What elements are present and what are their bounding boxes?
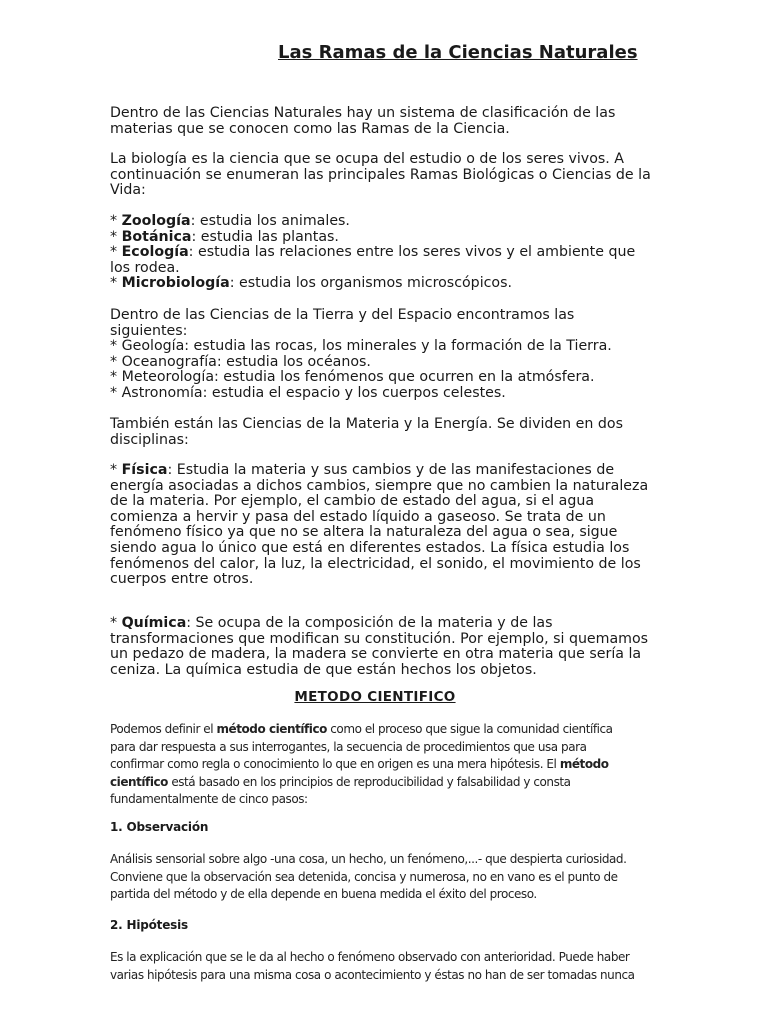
biology-intro-text: La biología es la ciencia que se ocupa del estudio o de los seres vivos. A continuación se enumeran las principales Ramas Biológicas o Ciencias de la Vida: xyxy=(110,151,651,199)
list-item: * Ecología: estudia las relaciones entre los seres vivos y el ambiente que los rodea. xyxy=(110,244,636,276)
step-2-paragraph xyxy=(110,949,640,984)
method-intro-paragraph: Podemos definir el método científico como el proceso que sigue la comunidad científica para dar respuesta a sus interrogantes, la secuencia de procedimientos que usa para confirmar como regla o conocimiento lo que en origen es una mera hipótesis. El método científico está basado en los principios de reproducibilidad y falsabilidad y consta fundamentalmente de cinco pasos: xyxy=(110,722,613,807)
method-section-title: METODO CIENTIFICO xyxy=(294,689,456,705)
quimica-paragraph: * Química: Se ocupa de la composición de la materia y de las transformaciones que modifican su constitución. Por ejemplo, si quemamos un pedazo de madera, la madera se convierte en otra materia que sería la ceniza. La química estudia de que están hechos los objetos. xyxy=(110,615,649,678)
fisica-term: Física xyxy=(121,462,168,478)
matter-intro-paragraph xyxy=(110,417,655,448)
quimica-term: Química xyxy=(121,615,187,631)
list-item: * Botánica: estudia las plantas. xyxy=(110,228,339,245)
page-title: Las Ramas de la Ciencias Naturales xyxy=(278,42,638,63)
list-item: * Astronomía: estudia el espacio y los cuerpos celestes. xyxy=(110,384,506,401)
step-1-text: Análisis sensorial sobre algo -una cosa, un hecho, un fenómeno,...- que despierta curiosidad. Conviene que la observación sea detenida, concisa y numerosa, no en vano es el punto de partida del método y de ella depende en buena medida el éxito del proceso. xyxy=(110,852,627,902)
earth-branches-list xyxy=(110,339,655,401)
intro-paragraph xyxy=(110,106,655,137)
intro-text: Dentro de las Ciencias Naturales hay un sistema de clasificación de las materias que se conocen como las Ramas de la Ciencia. xyxy=(110,105,616,137)
biology-intro-paragraph xyxy=(110,152,655,199)
fisica-paragraph: * Física: Estudia la materia y sus cambios y de las manifestaciones de energía asociadas a dichos cambios, siempre que no cambien la naturaleza de la materia. Por ejemplo, el cambio de estado del agua, si el agua comienza a hervir y pasa del estado líquido a gaseoso. Se trata de un fenómeno físico ya que no se altera la naturaleza del agua o sea, sigue siendo agua lo único que está en diferentes estados. La física estudia los fenómenos del calor, la luz, la electricidad, el sonido, el movimiento de los cuerpos entre otros. xyxy=(110,462,649,588)
step-2-heading: 2. Hipótesis xyxy=(110,918,188,932)
list-item: * Microbiología: estudia los organismos microscópicos. xyxy=(110,275,513,292)
earth-intro-text: Dentro de las Ciencias de la Tierra y del Espacio encontramos las siguientes: xyxy=(110,307,575,339)
biology-branches-list xyxy=(110,214,655,292)
matter-intro-text: También están las Ciencias de la Materia y la Energía. Se dividen en dos disciplinas: xyxy=(110,416,623,448)
list-item: * Oceanografía: estudia los océanos. xyxy=(110,353,371,370)
fisica-description: : Estudia la materia y sus cambios y de las manifestaciones de energía asociadas a dichos cambios, siempre que no cambien la naturaleza de la materia. Por ejemplo, el cambio de estado del agua, si el agua comienza a hervir y pasa del estado líquido a gaseoso. Se trata de un fenómeno físico ya que no se altera la naturaleza del agua o sea, sigue siendo agua lo único que está en diferentes estados. La física estudia los fenómenos del calor, la luz, la electricidad, el sonido, el movimiento de los cuerpos entre otros. xyxy=(110,462,649,588)
step-2-text: Es la explicación que se le da al hecho o fenómeno observado con anterioridad. Puede haber varias hipótesis para una misma cosa o acontecimiento y éstas no han de ser tomadas nunca xyxy=(110,950,635,982)
earth-intro-paragraph xyxy=(110,308,655,339)
list-item: * Meteorología: estudia los fenómenos que ocurren en la atmósfera. xyxy=(110,369,595,386)
step-1-paragraph xyxy=(110,851,640,904)
list-item: * Zoología: estudia los animales. xyxy=(110,213,350,229)
step-1-heading: 1. Observación xyxy=(110,820,209,834)
list-item: * Geología: estudia las rocas, los minerales y la formación de la Tierra. xyxy=(110,338,612,354)
quimica-description: : Se ocupa de la composición de la materia y de las transformaciones que modifican su constitución. Por ejemplo, si quemamos un pedazo de madera, la madera se convierte en otra materia que sería la ceniza. La química estudia de que están hechos los objetos. xyxy=(110,615,649,678)
